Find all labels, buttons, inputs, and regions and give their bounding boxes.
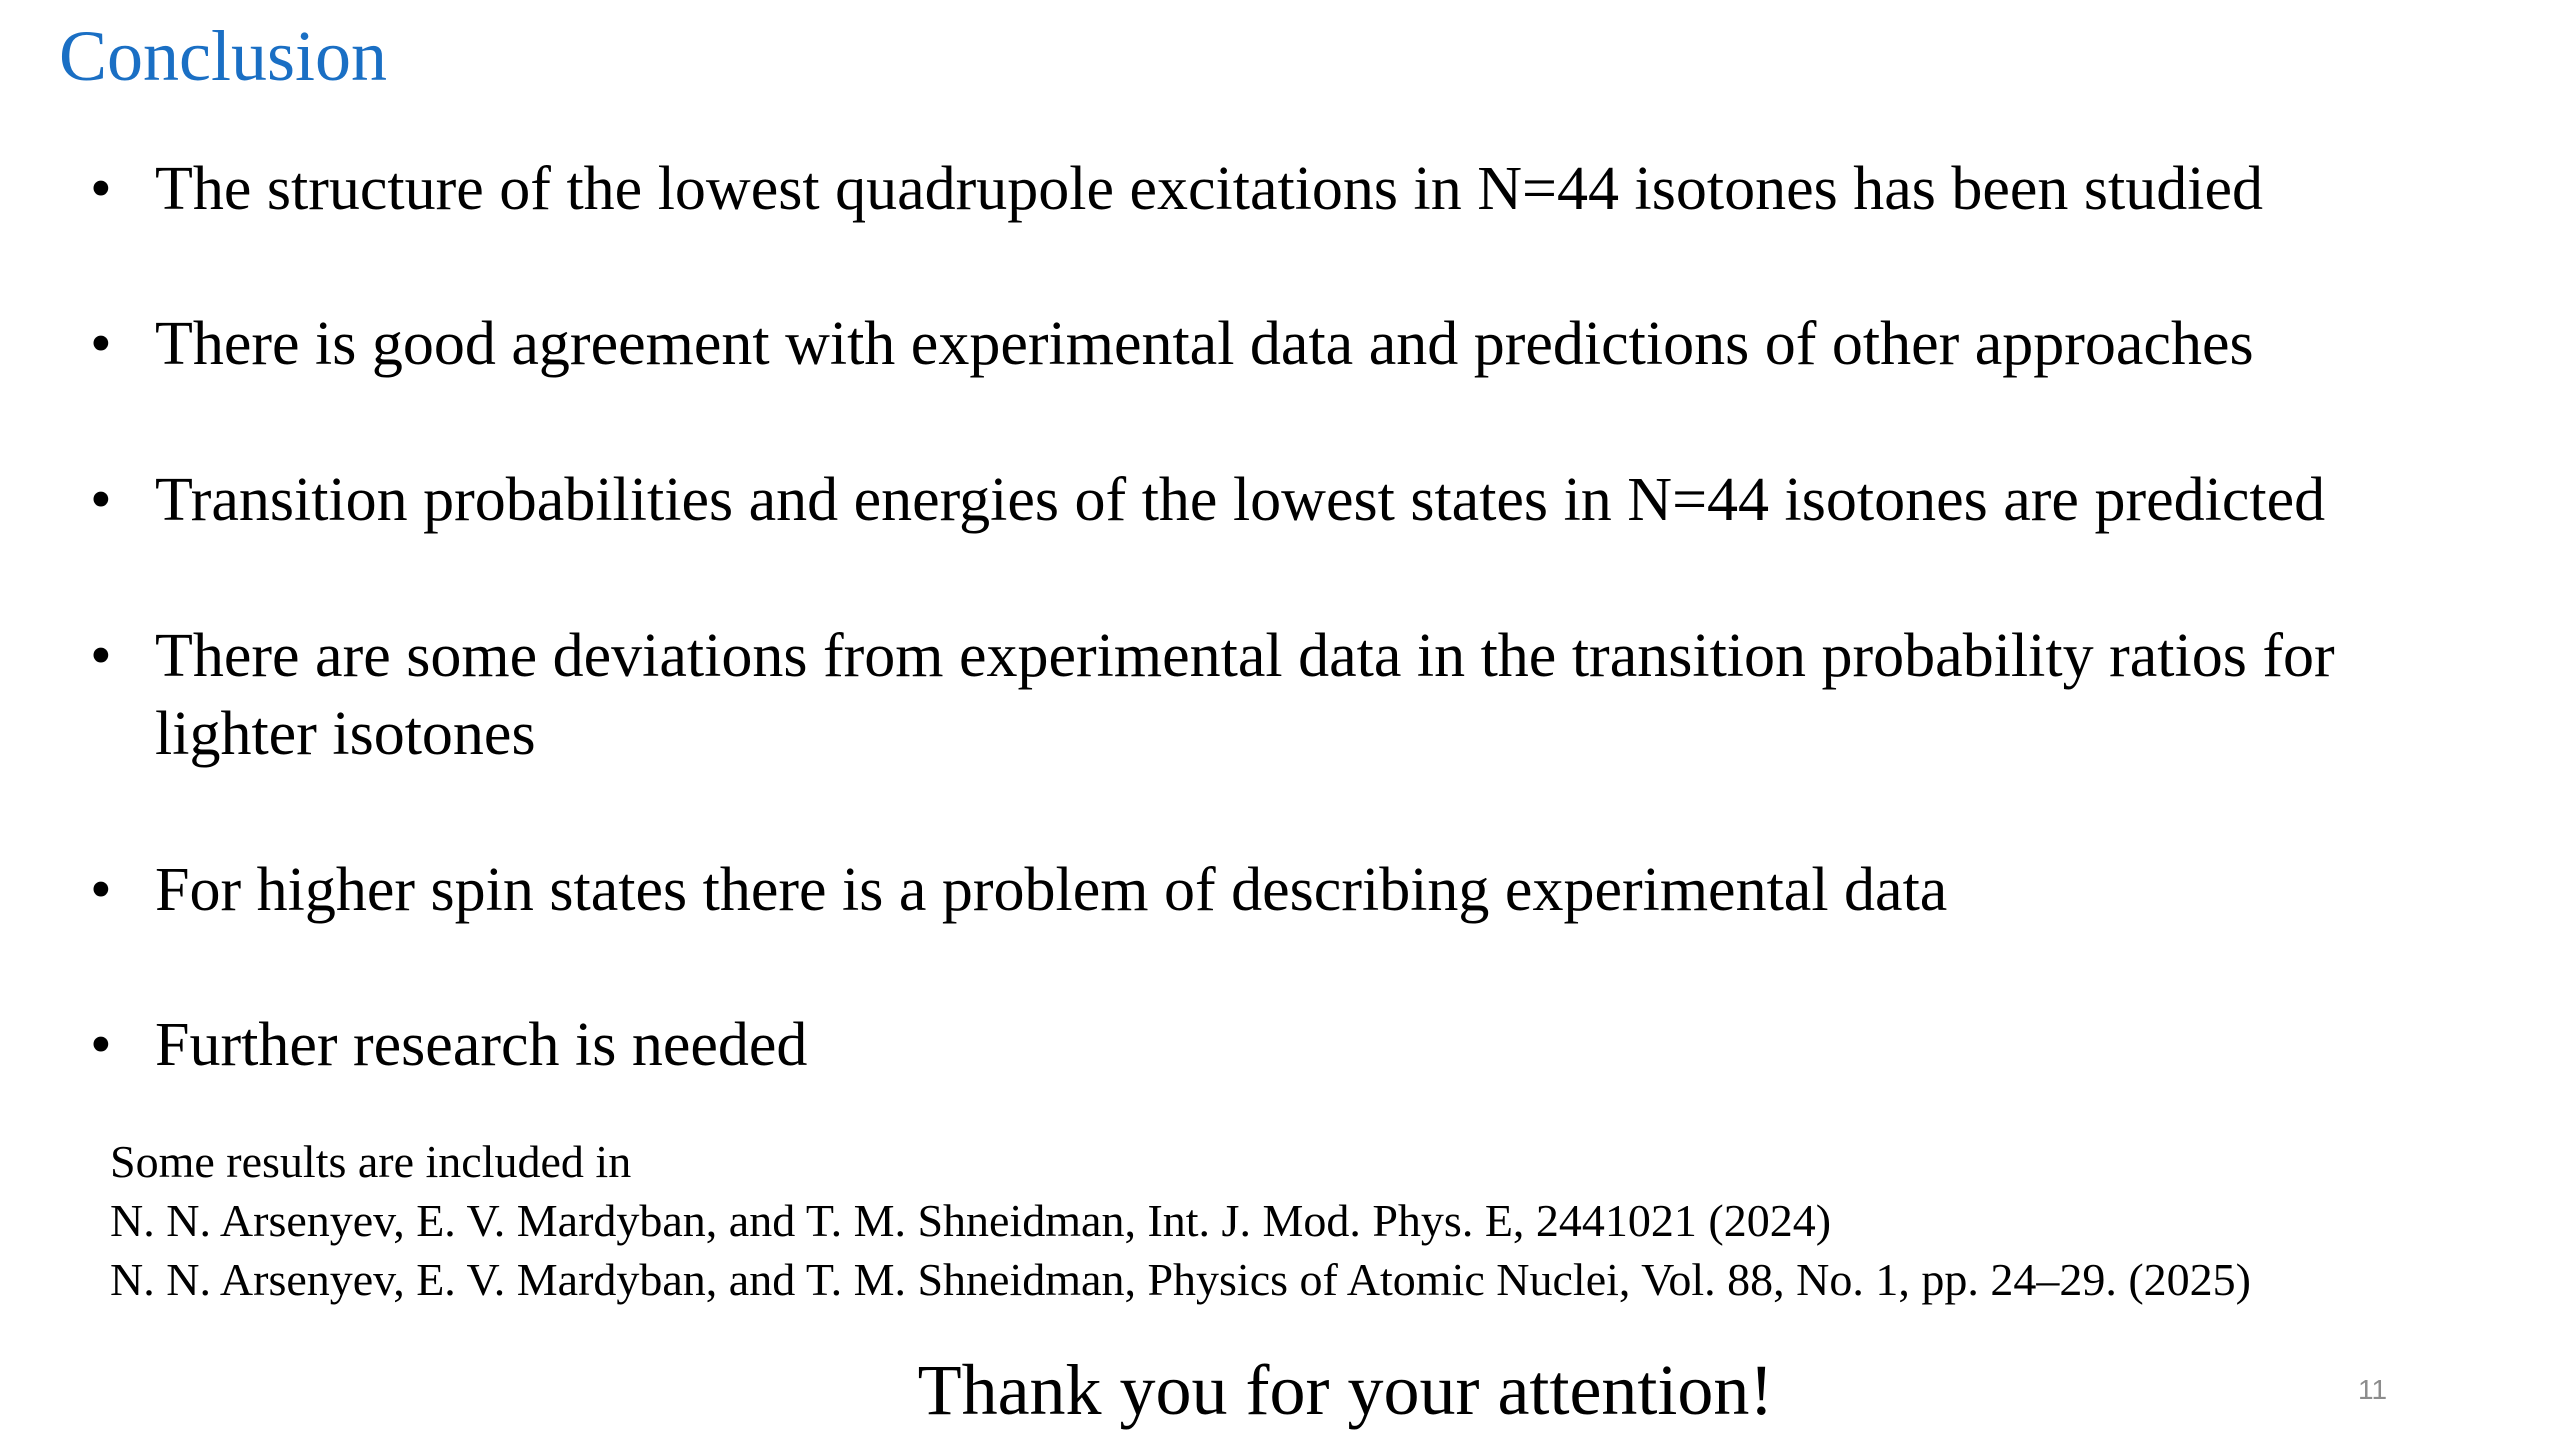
bullet-text-multiline (155, 617, 2335, 773)
bullet-marker: • (90, 622, 112, 690)
bullet-marker: • (90, 1011, 112, 1079)
reference-item: N. N. Arsenyev, E. V. Mardyban, and T. M. Shneidman, Int. J. Mod. Phys. E, 2441021 (2024) (110, 1195, 1832, 1246)
reference-item: N. N. Arsenyev, E. V. Mardyban, and T. M. Shneidman, Physics of Atomic Nuclei, Vol. 88, No. 1, pp. 24–29. (2025) (110, 1254, 2251, 1305)
bullet-text: The structure of the lowest quadrupole excitations in N=44 isotones has been studied (155, 155, 2264, 223)
bullet-marker: • (90, 856, 112, 924)
bullet-text-line-2: lighter isotones (155, 700, 536, 768)
page-number: 11 (2358, 1374, 2388, 1405)
bullet-marker: • (90, 155, 112, 223)
slide-title: Conclusion (59, 16, 388, 96)
bullet-text: Further research is needed (155, 1011, 808, 1079)
bullet-marker: • (90, 310, 112, 378)
references-intro: Some results are included in (110, 1136, 632, 1187)
references-block (110, 1132, 2251, 1309)
bullet-text: For higher spin states there is a problem of describing experimental data (155, 856, 1948, 924)
bullet-text-line-1: There are some deviations from experimental data in the transition probability ratios for (155, 622, 2335, 690)
closing-message: Thank you for your attention! (917, 1350, 1774, 1430)
bullet-text: Transition probabilities and energies of the lowest states in N=44 isotones are predicted (155, 466, 2326, 534)
bullet-marker: • (90, 466, 112, 534)
bullet-text: There is good agreement with experimental data and predictions of other approaches (155, 310, 2254, 378)
